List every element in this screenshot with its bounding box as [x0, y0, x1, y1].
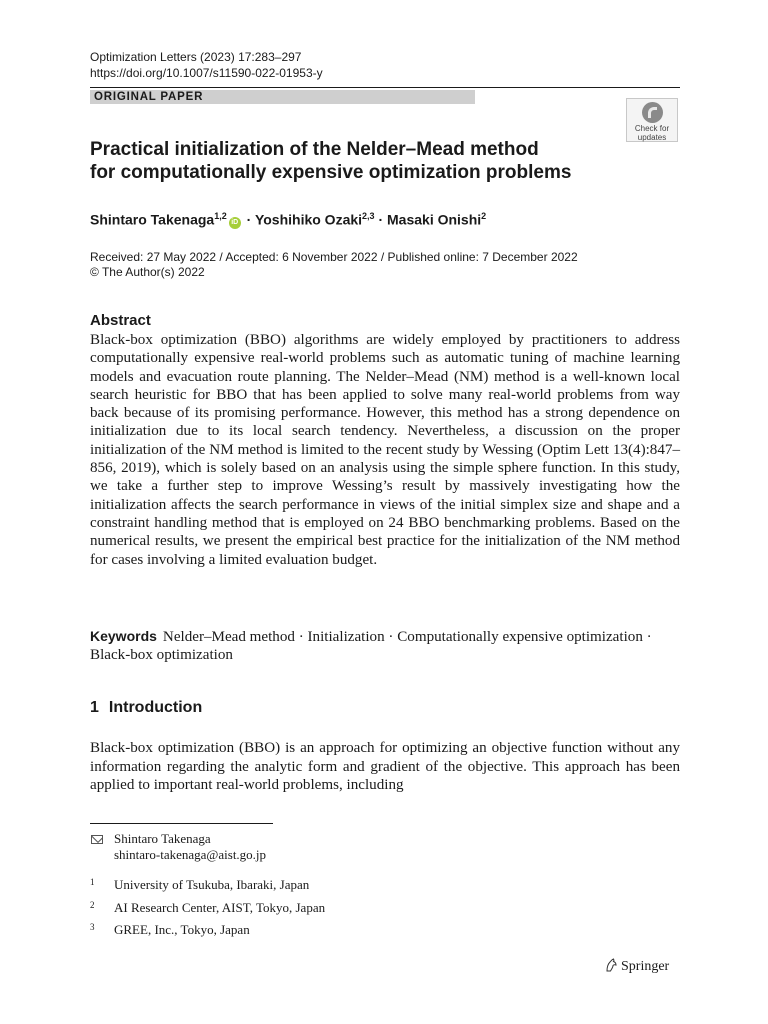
section-title: Introduction — [108, 699, 203, 716]
affiliation-text: University of Tsukuba, Ibaraki, Japan — [114, 877, 310, 892]
author-name[interactable]: Masaki Onishi — [387, 211, 482, 228]
affiliation-item — [90, 874, 309, 893]
abstract-heading: Abstract — [90, 312, 151, 329]
paper-title — [90, 138, 610, 184]
title-line-2: for computationally expensive optimization problems — [90, 162, 572, 183]
title-line-1: Practical initialization of the Nelder–Mead method — [90, 139, 539, 160]
envelope-icon — [91, 835, 103, 844]
copyright-line: © The Author(s) 2022 — [90, 265, 205, 279]
affiliation-text: AI Research Center, AIST, Tokyo, Japan — [114, 900, 326, 915]
affiliation-number: 2 — [90, 900, 95, 910]
check-for-updates-badge[interactable] — [626, 98, 678, 142]
doi-link[interactable]: https://doi.org/10.1007/s11590-022-01953-y — [90, 66, 323, 80]
dates-line: Received: 27 May 2022 / Accepted: 6 November 2022 / Published online: 7 December 2022 — [90, 250, 578, 264]
crossmark-label: Check for updates — [634, 124, 670, 142]
journal-citation — [90, 49, 323, 81]
introduction-text: Black-box optimization (BBO) is an approach for optimizing an objective function without any information regarding the analytic form and gradient of the objective. This approach has been applied to important real-world problems, including — [90, 740, 680, 794]
springer-horse-icon — [604, 958, 618, 972]
affiliation-text: GREE, Inc., Tokyo, Japan — [114, 922, 250, 937]
crossmark-icon — [642, 102, 663, 123]
keywords-text: Nelder–Mead method · Initialization · Computationally expensive optimization · Black-box optimization — [90, 629, 652, 664]
contact-email[interactable]: shintaro-takenaga@aist.go.jp — [114, 847, 267, 862]
corresponding-author — [114, 831, 266, 863]
section-number: 1 — [90, 699, 99, 716]
affiliation-item — [90, 897, 325, 916]
paper-type-banner: ORIGINAL PAPER — [90, 90, 475, 104]
keywords-label: Keywords — [90, 628, 157, 644]
publisher-logo — [604, 958, 669, 976]
author-name[interactable]: Yoshihiko Ozaki — [254, 211, 363, 228]
affiliation-number: 3 — [90, 922, 95, 932]
affiliation-number: 1 — [90, 877, 95, 887]
affiliation-item — [90, 919, 250, 938]
publication-dates — [90, 250, 578, 280]
author-name[interactable]: Shintaro Takenaga — [90, 211, 215, 228]
header-rule — [90, 87, 680, 88]
author-affiliation-sup: 1,2 — [214, 211, 227, 221]
publisher-name: Springer — [621, 959, 670, 974]
footnote-rule — [90, 823, 273, 824]
author-affiliation-sup: 2,3 — [362, 211, 375, 221]
author-affiliation-sup: 2 — [481, 211, 487, 221]
journal-line: Optimization Letters (2023) 17:283–297 — [90, 50, 302, 64]
abstract-text: Black-box optimization (BBO) algorithms are widely employed by practitioners to address computationally expensive real-world problems such as automatic tuning of machine learning models and evacuation route planning. The Nelder–Mead (NM) method is a well-known local search heuristic for BBO that has been applied to solve many real-world problems from way back because of its promising performance. However, this method has a strong dependence on initialization due to its local search tendency. Nevertheless, a discussion on the proper initialization of the NM method is limited to the recent study by Wessing (Optim Lett 13(4):847–856, 2019), which is solely based on an analysis using the simple sphere function. In this study, we take a further step to improve Wessing’s result by massively investigating how the initialization affects the search performance in views of the initial simplex size and shape and a constraint handling method that is employed on 24 BBO benchmarking problems. Based on the numerical results, we present the empirical best practice for the initialization of the NM method for cases involving a limited evaluation budget. — [90, 332, 680, 568]
author-separator: · — [242, 211, 255, 228]
author-separator: · — [374, 211, 388, 228]
contact-name: Shintaro Takenaga — [114, 831, 211, 846]
orcid-icon[interactable]: iD — [229, 217, 241, 229]
keywords-block — [90, 627, 680, 665]
section-heading — [90, 699, 202, 717]
author-list — [90, 207, 486, 229]
